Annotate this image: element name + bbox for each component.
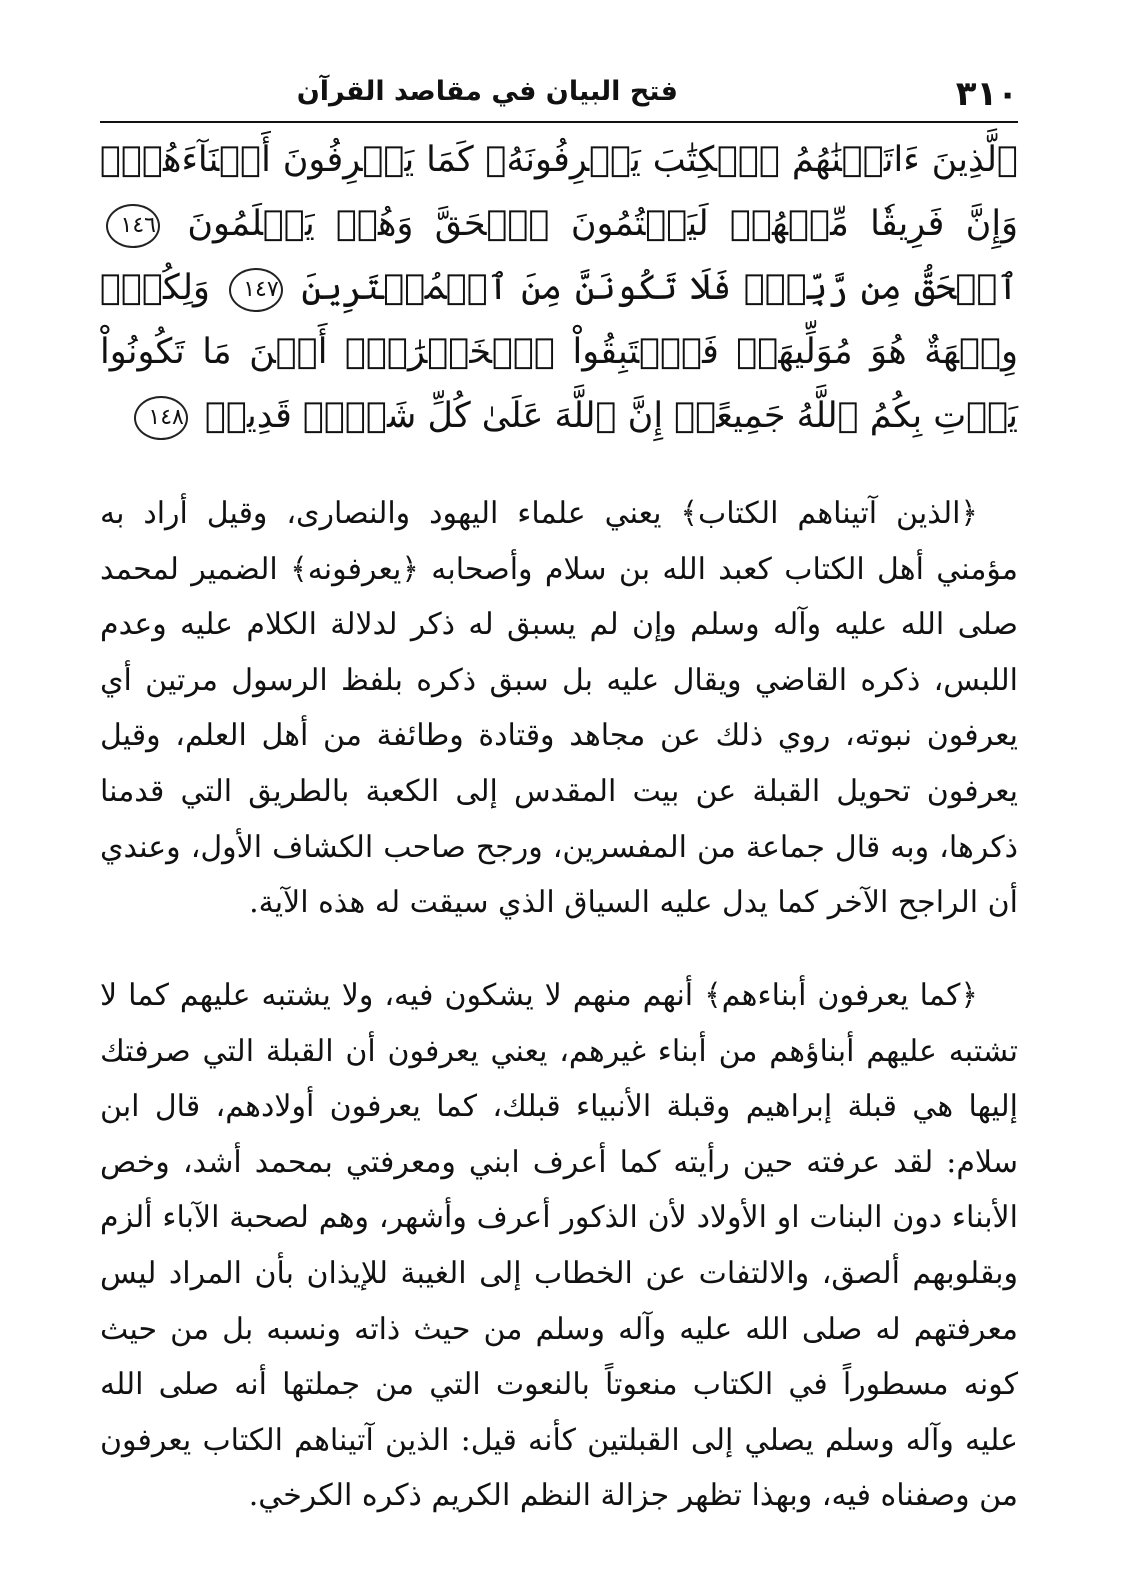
commentary-text: ﴿كما يعرفون أبناءهم﴾ أنهم منهم لا يشكون فيه، ولا يشتبه عليهم كما لا تشتبه عليهم أبناؤهم من أبناء غيرهم، يعني يعرفون أن القبلة التي صرفتك إليها هي قبلة إبراهيم وقبلة الأنبياء قبلك، كما يعرفون أولادهم، قال ابن سلام: لقد عرفته حين رأيته كما أعرف ابني ومعرفتي بمحمد أشد، وخص الأبناء دون البنات او الأولاد لأن الذكور أعرف وأشهر، وهم لصحبة الآباء ألزم وبقلوبهم ألصق، والالتفات عن الخطاب إلى الغيبة للإيذان بأن المراد ليس معرفتهم له صلى الله عليه وآله وسلم من حيث ذاته ونسبه بل من حيث كونه مسطوراً في الكتاب منعوتاً بالنعوت التي من جملتها أنه صلى الله عليه وآله وسلم يصلي إلى القبلتين كأنه قيل: الذين آتيناهم الكتاب يعرفون من وصفناه فيه، وبهذا تظهر جزالة النظم الكريم ذكره الكرخي. <box>100 978 1018 1514</box>
verse-number-marker: ١٤٧ <box>229 268 283 312</box>
verse-text: وَلِكُلّٖ وِجۡهَةٌ هُوَ مُوَلِّيهَاۖ فَٱسۡتَبِقُواْ ٱلۡخَيۡرَٰتِۚ أَيۡنَ مَا تَكُونُواْ يَأۡتِ بِكُمُ ٱللَّهُ جَمِيعًاۚ إِنَّ ٱللَّهَ عَلَىٰ كُلِّ شَيۡءٖ قَدِيرٞ <box>100 268 1018 436</box>
verse-number-marker: ١٤٦ <box>106 204 160 248</box>
page-number: ٣١٠ <box>955 74 1018 114</box>
commentary-paragraph <box>100 968 1018 1524</box>
verse-number-marker: ١٤٨ <box>134 396 188 440</box>
running-title: فتح البيان في مقاصد القرآن <box>296 76 678 107</box>
quran-verses <box>100 128 1018 448</box>
header-divider <box>100 121 1018 123</box>
commentary-paragraph <box>100 486 1018 931</box>
page-header <box>100 70 1018 118</box>
verse-text: ٱلۡحَقُّ مِن رَّبِّكَۖ فَلَا تَكُونَنَّ مِنَ ٱلۡمُمۡتَرِينَ <box>301 268 1018 308</box>
commentary-text: ﴿الذين آتيناهم الكتاب﴾ يعني علماء اليهود والنصارى، وقيل أراد به مؤمني أهل الكتاب كعبد الله بن سلام وأصحابه ﴿يعرفونه﴾ الضمير لمحمد صلى الله عليه وآله وسلم وإن لم يسبق له ذكر لدلالة الكلام عليه وعدم اللبس، ذكره القاضي ويقال عليه بل سبق ذكره بلفظ الرسول مرتين أي يعرفون نبوته، روي ذلك عن مجاهد وقتادة وطائفة من أهل العلم، وقيل يعرفون تحويل القبلة عن بيت المقدس إلى الكعبة بالطريق التي قدمنا ذكرها، وبه قال جماعة من المفسرين، ورجح صاحب الكشاف الأول، وعندي أن الراجح الآخر كما يدل عليه السياق الذي سيقت له هذه الآية. <box>100 496 1018 921</box>
verse-text: ٱلَّذِينَ ءَاتَيۡنَٰهُمُ ٱلۡكِتَٰبَ يَعۡرِفُونَهُۥ كَمَا يَعۡرِفُونَ أَبۡنَآءَهُمۡۖ وَإِنَّ فَرِيقٗا مِّنۡهُمۡ لَيَكۡتُمُونَ ٱلۡحَقَّ وَهُمۡ يَعۡلَمُونَ <box>100 140 1018 244</box>
